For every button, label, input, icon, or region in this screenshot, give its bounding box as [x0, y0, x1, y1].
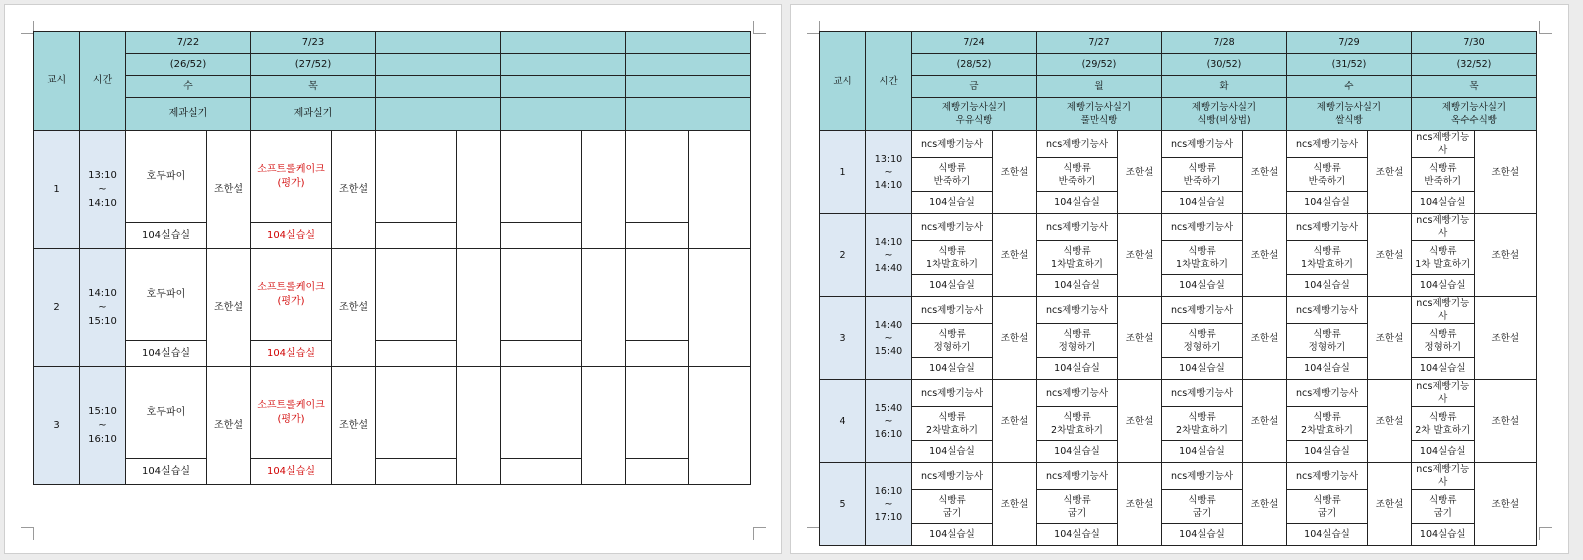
- day-subject: 제빵기능사실기 우유식빵: [912, 98, 1037, 131]
- teacher-name: [457, 131, 501, 249]
- day-weekday: 금: [912, 76, 1037, 98]
- teacher-name: [582, 367, 626, 485]
- day-weekday: 월: [1037, 76, 1162, 98]
- day-count: [376, 54, 501, 76]
- teacher-name: 조한설: [993, 131, 1037, 214]
- course-name: ncs제빵기능사: [912, 214, 993, 241]
- day-count: (26/52): [126, 54, 251, 76]
- period-time: 14:40 ~ 15:40: [866, 297, 912, 380]
- period-row: [820, 192, 1537, 214]
- course-name: ncs제빵기능사: [912, 131, 993, 158]
- day-subject: [501, 98, 626, 131]
- teacher-name: 조한설: [1368, 131, 1412, 214]
- teacher-name: [582, 131, 626, 249]
- lesson-content: 식빵류 2차발효하기: [1287, 407, 1368, 441]
- course-name: ncs제빵기능사: [1162, 214, 1243, 241]
- day-weekday: [376, 76, 501, 98]
- lesson-content: 호두파이: [126, 367, 207, 459]
- room-name: 104실습실: [1287, 358, 1368, 380]
- course-name: ncs제빵기능사: [1037, 131, 1118, 158]
- room-name: 104실습실: [1287, 192, 1368, 214]
- lesson-content: 식빵류 정형하기: [912, 324, 993, 358]
- day-weekday: [501, 76, 626, 98]
- day-date: 7/28: [1162, 32, 1287, 54]
- day-date: 7/22: [126, 32, 251, 54]
- course-name: ncs제빵기능사: [1287, 297, 1368, 324]
- lesson-content: 식빵류 1차 발효하기: [1412, 241, 1475, 275]
- teacher-name: [457, 367, 501, 485]
- lesson-content: 소프트롤케이크 (평가): [251, 367, 332, 459]
- teacher-name: 조한설: [207, 249, 251, 367]
- period-row: [820, 524, 1537, 546]
- lesson-content: 식빵류 정형하기: [1412, 324, 1475, 358]
- lesson-content: 식빵류 정형하기: [1037, 324, 1118, 358]
- period-number: 3: [820, 297, 866, 380]
- room-name: [626, 341, 689, 367]
- room-name: 104실습실: [251, 341, 332, 367]
- day-subject: [376, 98, 501, 131]
- period-time: 13:10 ~ 14:10: [80, 131, 126, 249]
- period-row: [34, 223, 751, 249]
- period-number: 3: [34, 367, 80, 485]
- teacher-name: 조한설: [332, 249, 376, 367]
- day-weekday: 화: [1162, 76, 1287, 98]
- crop-mark-bottom-right: [753, 527, 766, 540]
- left-timetable: [33, 31, 751, 485]
- teacher-name: 조한설: [1474, 297, 1537, 380]
- lesson-content: 식빵류 1차발효하기: [1162, 241, 1243, 275]
- lesson-content: 식빵류 2차발효하기: [912, 407, 993, 441]
- room-name: 104실습실: [912, 524, 993, 546]
- room-name: 104실습실: [912, 358, 993, 380]
- lesson-content: [501, 131, 582, 223]
- course-name: ncs제빵기능사: [912, 297, 993, 324]
- period-row: [820, 380, 1537, 407]
- period-row: [820, 441, 1537, 463]
- room-name: 104실습실: [126, 341, 207, 367]
- lesson-content: 식빵류 굽기: [912, 490, 993, 524]
- day-subject: 제빵기능사실기 풀만식빵: [1037, 98, 1162, 131]
- day-date: 7/23: [251, 32, 376, 54]
- period-time: 14:10 ~ 15:10: [80, 249, 126, 367]
- teacher-name: 조한설: [993, 297, 1037, 380]
- teacher-name: 조한설: [1474, 131, 1537, 214]
- course-name: ncs제빵기능사: [1287, 131, 1368, 158]
- right-timetable: [819, 31, 1537, 546]
- room-name: 104실습실: [1162, 524, 1243, 546]
- teacher-name: 조한설: [1118, 463, 1162, 546]
- room-name: 104실습실: [1412, 192, 1475, 214]
- lesson-content: 식빵류 1차발효하기: [912, 241, 993, 275]
- room-name: 104실습실: [251, 223, 332, 249]
- room-name: 104실습실: [251, 459, 332, 485]
- period-header: 교시: [820, 32, 866, 131]
- period-number: 2: [34, 249, 80, 367]
- room-name: 104실습실: [1287, 441, 1368, 463]
- crop-mark-top-right: [753, 21, 766, 34]
- lesson-content: [626, 249, 689, 341]
- room-name: [626, 459, 689, 485]
- header-row-subject: [34, 98, 751, 131]
- day-date: [501, 32, 626, 54]
- teacher-name: [457, 249, 501, 367]
- day-subject: 제과실기: [251, 98, 376, 131]
- header-row-weekday: [820, 76, 1537, 98]
- lesson-content: [626, 131, 689, 223]
- period-header: 교시: [34, 32, 80, 131]
- room-name: [376, 223, 457, 249]
- course-name: ncs제빵기능사: [1287, 463, 1368, 490]
- lesson-content: 식빵류 2차 발효하기: [1412, 407, 1475, 441]
- period-row: [820, 407, 1537, 441]
- teacher-name: 조한설: [1368, 463, 1412, 546]
- teacher-name: 조한설: [993, 463, 1037, 546]
- lesson-content: 식빵류 정형하기: [1162, 324, 1243, 358]
- teacher-name: 조한설: [1368, 214, 1412, 297]
- room-name: 104실습실: [1287, 524, 1368, 546]
- teacher-name: 조한설: [993, 380, 1037, 463]
- room-name: 104실습실: [1162, 441, 1243, 463]
- right-page: [790, 4, 1569, 554]
- lesson-content: [376, 249, 457, 341]
- course-name: ncs제빵기능사: [1412, 131, 1475, 158]
- period-row: [820, 463, 1537, 490]
- room-name: 104실습실: [1037, 192, 1118, 214]
- teacher-name: 조한설: [332, 131, 376, 249]
- time-header: 시간: [80, 32, 126, 131]
- period-row: [820, 324, 1537, 358]
- day-count: [501, 54, 626, 76]
- room-name: [376, 459, 457, 485]
- day-count: (30/52): [1162, 54, 1287, 76]
- period-row: [34, 459, 751, 485]
- period-row: [820, 241, 1537, 275]
- room-name: 104실습실: [126, 223, 207, 249]
- teacher-name: 조한설: [1118, 297, 1162, 380]
- lesson-content: 식빵류 반죽하기: [1412, 158, 1475, 192]
- period-number: 5: [820, 463, 866, 546]
- crop-mark-bottom-right: [1539, 527, 1552, 540]
- teacher-name: 조한설: [1243, 214, 1287, 297]
- teacher-name: 조한설: [1474, 380, 1537, 463]
- room-name: [501, 459, 582, 485]
- lesson-content: 호두파이: [126, 131, 207, 223]
- period-number: 1: [34, 131, 80, 249]
- course-name: ncs제빵기능사: [1162, 297, 1243, 324]
- period-time: 15:10 ~ 16:10: [80, 367, 126, 485]
- teacher-name: 조한설: [1474, 214, 1537, 297]
- lesson-content: 식빵류 굽기: [1287, 490, 1368, 524]
- teacher-name: 조한설: [993, 214, 1037, 297]
- course-name: ncs제빵기능사: [912, 463, 993, 490]
- course-name: ncs제빵기능사: [1162, 463, 1243, 490]
- room-name: [501, 223, 582, 249]
- period-row: [34, 131, 751, 223]
- room-name: 104실습실: [1162, 192, 1243, 214]
- header-row-date: [34, 32, 751, 54]
- day-date: [626, 32, 751, 54]
- lesson-content: 식빵류 반죽하기: [1287, 158, 1368, 192]
- crop-mark-bottom-left: [21, 527, 34, 540]
- day-date: [376, 32, 501, 54]
- course-name: ncs제빵기능사: [1037, 463, 1118, 490]
- room-name: 104실습실: [912, 441, 993, 463]
- day-subject: [626, 98, 751, 131]
- day-count: (29/52): [1037, 54, 1162, 76]
- teacher-name: 조한설: [1118, 380, 1162, 463]
- room-name: 104실습실: [1287, 275, 1368, 297]
- day-date: 7/30: [1412, 32, 1537, 54]
- teacher-name: [582, 249, 626, 367]
- course-name: ncs제빵기능사: [912, 380, 993, 407]
- period-time: 14:10 ~ 14:40: [866, 214, 912, 297]
- lesson-content: [626, 367, 689, 459]
- period-row: [34, 367, 751, 459]
- room-name: 104실습실: [1412, 275, 1475, 297]
- lesson-content: 식빵류 반죽하기: [1162, 158, 1243, 192]
- teacher-name: 조한설: [1243, 380, 1287, 463]
- teacher-name: 조한설: [1368, 297, 1412, 380]
- day-count: (31/52): [1287, 54, 1412, 76]
- course-name: ncs제빵기능사: [1412, 463, 1475, 490]
- header-row-weekday: [34, 76, 751, 98]
- course-name: ncs제빵기능사: [1037, 380, 1118, 407]
- teacher-name: 조한설: [1118, 214, 1162, 297]
- period-row: [820, 158, 1537, 192]
- day-count: (32/52): [1412, 54, 1537, 76]
- room-name: [501, 341, 582, 367]
- teacher-name: 조한설: [1118, 131, 1162, 214]
- lesson-content: 소프트롤케이크 (평가): [251, 131, 332, 223]
- period-time: 16:10 ~ 17:10: [866, 463, 912, 546]
- teacher-name: 조한설: [1243, 297, 1287, 380]
- room-name: 104실습실: [1037, 441, 1118, 463]
- day-weekday: 수: [126, 76, 251, 98]
- room-name: 104실습실: [1412, 524, 1475, 546]
- left-page: [4, 4, 782, 554]
- lesson-content: 식빵류 굽기: [1412, 490, 1475, 524]
- day-weekday: 목: [1412, 76, 1537, 98]
- day-weekday: 수: [1287, 76, 1412, 98]
- lesson-content: [501, 367, 582, 459]
- lesson-content: [376, 367, 457, 459]
- period-number: 4: [820, 380, 866, 463]
- course-name: ncs제빵기능사: [1037, 214, 1118, 241]
- period-row: [820, 358, 1537, 380]
- crop-mark-top-right: [1539, 21, 1552, 34]
- day-subject: 제과실기: [126, 98, 251, 131]
- period-row: [820, 214, 1537, 241]
- room-name: [376, 341, 457, 367]
- time-header: 시간: [866, 32, 912, 131]
- teacher-name: 조한설: [332, 367, 376, 485]
- room-name: 104실습실: [1162, 275, 1243, 297]
- room-name: 104실습실: [912, 192, 993, 214]
- room-name: 104실습실: [1412, 358, 1475, 380]
- day-weekday: [626, 76, 751, 98]
- header-row-date: [820, 32, 1537, 54]
- period-row: [820, 297, 1537, 324]
- period-row: [820, 490, 1537, 524]
- course-name: ncs제빵기능사: [1162, 380, 1243, 407]
- header-row-count: [820, 54, 1537, 76]
- period-number: 1: [820, 131, 866, 214]
- day-date: 7/29: [1287, 32, 1412, 54]
- teacher-name: [688, 131, 751, 249]
- teacher-name: 조한설: [1243, 131, 1287, 214]
- room-name: 104실습실: [1037, 275, 1118, 297]
- lesson-content: 호두파이: [126, 249, 207, 341]
- day-count: (28/52): [912, 54, 1037, 76]
- teacher-name: [688, 249, 751, 367]
- period-row: [820, 275, 1537, 297]
- course-name: ncs제빵기능사: [1162, 131, 1243, 158]
- room-name: 104실습실: [912, 275, 993, 297]
- room-name: 104실습실: [1412, 441, 1475, 463]
- course-name: ncs제빵기능사: [1412, 380, 1475, 407]
- room-name: 104실습실: [1037, 524, 1118, 546]
- day-subject: 제빵기능사실기 옥수수식빵: [1412, 98, 1537, 131]
- course-name: ncs제빵기능사: [1412, 214, 1475, 241]
- lesson-content: 소프트롤케이크 (평가): [251, 249, 332, 341]
- teacher-name: 조한설: [1243, 463, 1287, 546]
- period-number: 2: [820, 214, 866, 297]
- lesson-content: 식빵류 1차발효하기: [1287, 241, 1368, 275]
- teacher-name: 조한설: [1368, 380, 1412, 463]
- course-name: ncs제빵기능사: [1412, 297, 1475, 324]
- day-subject: 제빵기능사실기 쌀식빵: [1287, 98, 1412, 131]
- period-row: [820, 131, 1537, 158]
- room-name: 104실습실: [1037, 358, 1118, 380]
- course-name: ncs제빵기능사: [1287, 380, 1368, 407]
- lesson-content: 식빵류 굽기: [1162, 490, 1243, 524]
- lesson-content: 식빵류 2차발효하기: [1037, 407, 1118, 441]
- course-name: ncs제빵기능사: [1037, 297, 1118, 324]
- lesson-content: 식빵류 1차발효하기: [1037, 241, 1118, 275]
- room-name: 104실습실: [1162, 358, 1243, 380]
- period-row: [34, 341, 751, 367]
- teacher-name: [688, 367, 751, 485]
- day-date: 7/24: [912, 32, 1037, 54]
- lesson-content: 식빵류 굽기: [1037, 490, 1118, 524]
- teacher-name: 조한설: [207, 131, 251, 249]
- day-count: (27/52): [251, 54, 376, 76]
- lesson-content: 식빵류 정형하기: [1287, 324, 1368, 358]
- period-time: 13:10 ~ 14:10: [866, 131, 912, 214]
- period-time: 15:40 ~ 16:10: [866, 380, 912, 463]
- lesson-content: 식빵류 2차발효하기: [1162, 407, 1243, 441]
- header-row-count: [34, 54, 751, 76]
- teacher-name: 조한설: [207, 367, 251, 485]
- room-name: [626, 223, 689, 249]
- header-row-subject: [820, 98, 1537, 131]
- room-name: 104실습실: [126, 459, 207, 485]
- lesson-content: 식빵류 반죽하기: [1037, 158, 1118, 192]
- teacher-name: 조한설: [1474, 463, 1537, 546]
- day-count: [626, 54, 751, 76]
- lesson-content: [501, 249, 582, 341]
- day-weekday: 목: [251, 76, 376, 98]
- day-date: 7/27: [1037, 32, 1162, 54]
- lesson-content: [376, 131, 457, 223]
- period-row: [34, 249, 751, 341]
- lesson-content: 식빵류 반죽하기: [912, 158, 993, 192]
- course-name: ncs제빵기능사: [1287, 214, 1368, 241]
- day-subject: 제빵기능사실기 식빵(비상법): [1162, 98, 1287, 131]
